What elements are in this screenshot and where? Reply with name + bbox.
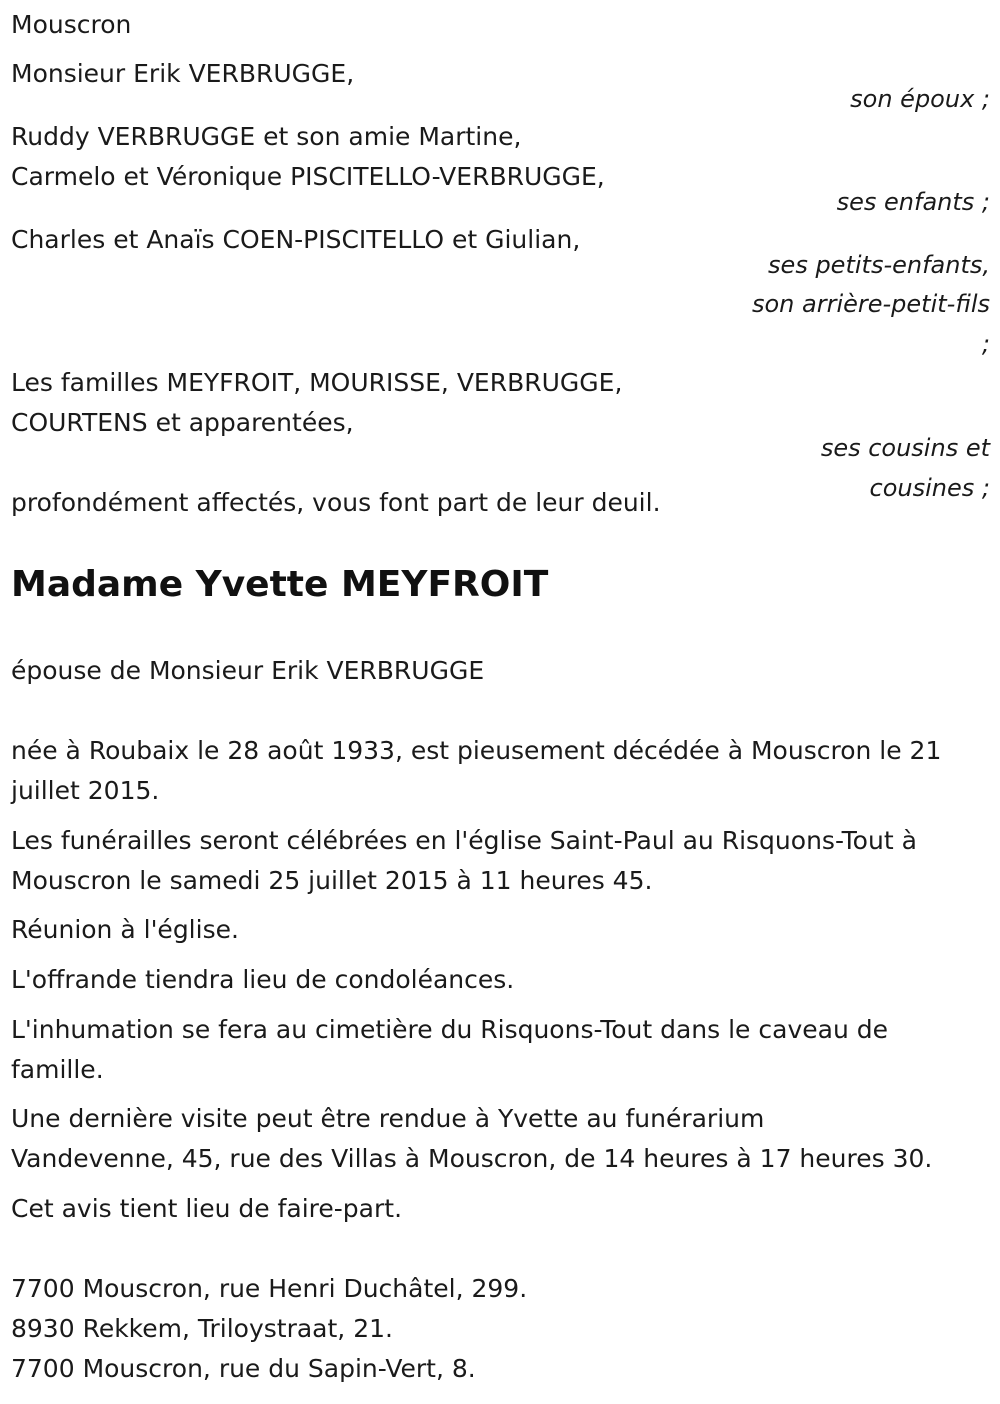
notice-line: Cet avis tient lieu de faire-part. [11,1194,403,1223]
visit-line: Vandevenne, 45, rue des Villas à Mouscron, de 14 heures à 17 heures 30. [11,1144,933,1173]
address-line: 7700 Mouscron, rue Henri Duchâtel, 299. [11,1274,528,1303]
child-line: Ruddy VERBRUGGE et son amie Martine, [11,122,522,151]
families-line: Les familles MEYFROIT, MOURISSE, VERBRUGGE, [11,368,623,397]
grandchildren-role-line: son arrière-petit-fils [751,290,990,318]
deceased-name: Madame Yvette MEYFROIT [11,564,549,605]
grandchildren-role-line: ses petits-enfants, [768,251,990,279]
funeral-line: Mouscron le samedi 25 juillet 2015 à 11 heures 45. [11,866,653,895]
grandchildren-line: Charles et Anaïs COEN-PISCITELLO et Giulian, [11,225,581,254]
birth-death-line: née à Roubaix le 28 août 1933, est pieusement décédée à Mouscron le 21 [11,736,942,765]
spouse-line: épouse de Monsieur Erik VERBRUGGE [11,656,485,685]
families-role-line: cousines ; [869,474,990,502]
meeting-line: Réunion à l'église. [11,915,239,944]
birth-death-line: juillet 2015. [11,776,160,805]
burial-line: L'inhumation se fera au cimetière du Risquons-Tout dans le caveau de [11,1015,888,1044]
families-role-line: ses cousins et [820,434,990,462]
children-role: ses enfants ; [836,188,990,216]
announcement-line: profondément affectés, vous font part de leur deuil. [11,488,661,517]
address-line: 8930 Rekkem, Triloystraat, 21. [11,1314,393,1343]
burial-line: famille. [11,1055,104,1084]
visit-line: Une dernière visite peut être rendue à Yvette au funérarium [11,1104,765,1133]
city-heading: Mouscron [11,10,132,39]
husband-line: Monsieur Erik VERBRUGGE, [11,59,355,88]
offering-line: L'offrande tiendra lieu de condoléances. [11,965,515,994]
funeral-line: Les funérailles seront célébrées en l'église Saint-Paul au Risquons-Tout à [11,826,917,855]
husband-role: son époux ; [850,85,990,113]
grandchildren-role-line: ; [981,330,990,358]
families-line: COURTENS et apparentées, [11,408,354,437]
child-line: Carmelo et Véronique PISCITELLO-VERBRUGGE, [11,162,605,191]
address-line: 7700 Mouscron, rue du Sapin-Vert, 8. [11,1354,476,1383]
